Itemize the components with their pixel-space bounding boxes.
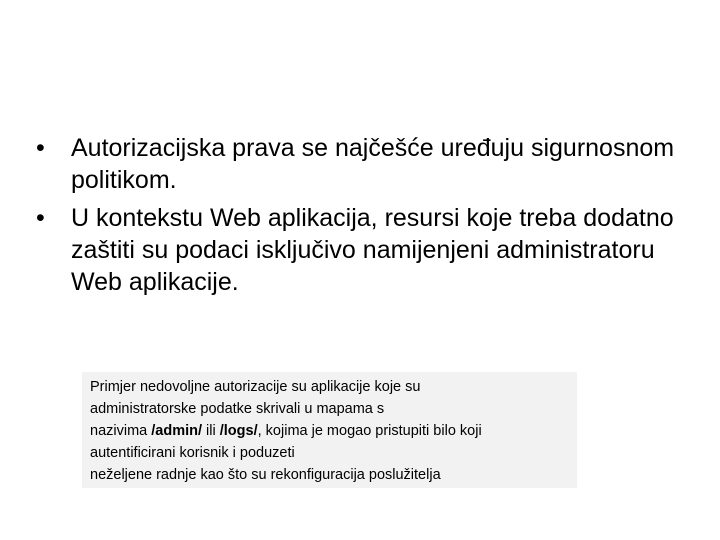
bullet-marker: • — [36, 134, 45, 162]
bullet-item — [36, 202, 686, 298]
note-line: neželjene radnje kao što su rekonfiguracija poslužitelja — [90, 467, 441, 483]
note-line: Primjer nedovoljne autorizacije su aplikacije koje su — [90, 379, 421, 395]
note-line — [90, 420, 569, 442]
note-line: autentificirani korisnik i poduzeti — [90, 445, 295, 461]
note-line: administratorske podatke skrivali u mapama s — [90, 401, 385, 417]
note-text: ili — [202, 423, 220, 439]
bullet-text: Autorizacijska prava se najčešće uređuju sigurnosnom politikom. — [71, 134, 675, 194]
note-text: , kojima je mogao pristupiti bilo koji — [257, 423, 482, 439]
admin-path: /admin/ — [151, 423, 203, 439]
note-text: nazivima — [90, 423, 152, 439]
bullet-text: U kontekstu Web aplikacija, resursi koje treba dodatno zaštiti su podaci isključivo namijenjeni administratoru Web aplikacije. — [71, 204, 674, 296]
bullet-item — [36, 132, 686, 196]
bullet-list — [36, 132, 686, 304]
example-note-box — [82, 372, 577, 488]
logs-path: /logs/ — [219, 423, 258, 439]
bullet-marker: • — [36, 204, 45, 232]
